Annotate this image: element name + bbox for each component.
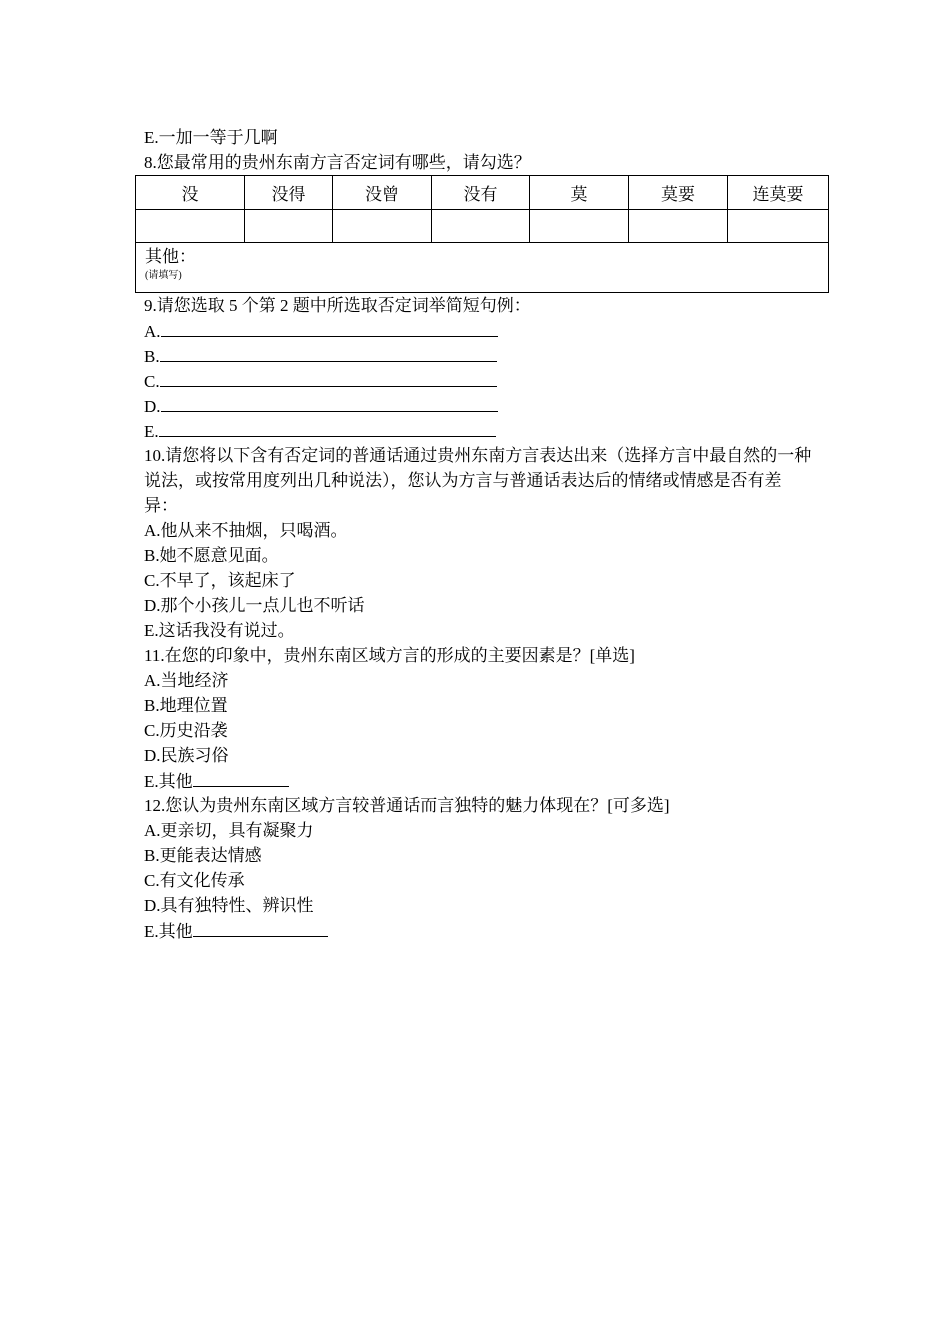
q8-col-header: 连莫要 xyxy=(728,176,829,210)
q10-option: E.这话我没有说过。 xyxy=(144,621,295,640)
answer-blank[interactable] xyxy=(160,368,497,387)
q11-option[interactable]: D.民族习俗 xyxy=(144,746,229,765)
q8-check-cell[interactable] xyxy=(432,210,530,243)
q8-check-cell[interactable] xyxy=(629,210,728,243)
q11-other-label: E.其他 xyxy=(144,772,193,791)
q8-title: 8.您最常用的贵州东南方言否定词有哪些，请勾选？ xyxy=(144,153,531,172)
q10-option: B.她不愿意见面。 xyxy=(144,546,279,565)
q8-other-cell[interactable] xyxy=(136,243,829,293)
q9-option-label: A. xyxy=(144,322,161,341)
q9-option-e[interactable] xyxy=(144,418,834,443)
q12-option-other[interactable] xyxy=(144,918,834,943)
q10-option: A.他从来不抽烟，只喝酒。 xyxy=(144,521,348,540)
q11-option[interactable]: C.历史沿袭 xyxy=(144,721,228,740)
q8-other-label: 其他： xyxy=(145,247,196,266)
q8-col-header: 莫要 xyxy=(629,176,728,210)
q9-option-label: C. xyxy=(144,372,160,391)
q12-option[interactable]: D.具有独特性、辨识性 xyxy=(144,896,314,915)
q8-col-header: 没曾 xyxy=(333,176,432,210)
q10-title: 10.请您将以下含有否定词的普通话通过贵州东南方言表达出来（选择方言中最自然的一种说法，或按常用度列出几种说法），您认为方言与普通话表达后的情绪或情感是否有差异： xyxy=(144,446,812,515)
questionnaire-page xyxy=(144,125,834,943)
q9-option-label: E. xyxy=(144,422,159,441)
q9-option-label: B. xyxy=(144,347,160,366)
q11-option-other[interactable] xyxy=(144,768,834,793)
q10-option: D.那个小孩儿一点儿也不听话 xyxy=(144,596,365,615)
q8-col-header: 没得 xyxy=(245,176,333,210)
q8-check-cell[interactable] xyxy=(245,210,333,243)
q8-check-cell[interactable] xyxy=(530,210,629,243)
q8-check-cell[interactable] xyxy=(333,210,432,243)
q11-title: 11.在您的印象中，贵州东南区域方言的形成的主要因素是？[单选] xyxy=(144,646,635,665)
q8-col-header: 没 xyxy=(136,176,245,210)
answer-blank[interactable] xyxy=(161,393,498,412)
q8-check-cell[interactable] xyxy=(136,210,245,243)
q10-option: C.不早了，该起床了 xyxy=(144,571,296,590)
q12-other-label: E.其他 xyxy=(144,922,193,941)
q11-option[interactable]: A.当地经济 xyxy=(144,671,229,690)
q12-title: 12.您认为贵州东南区域方言较普通话而言独特的魅力体现在？[可多选] xyxy=(144,796,670,815)
q7-option-e: E.一加一等于几啊 xyxy=(144,128,278,147)
q8-other-hint: (请填写) xyxy=(145,270,182,281)
q8-check-cell[interactable] xyxy=(728,210,829,243)
q9-option-b[interactable] xyxy=(144,343,834,368)
q9-option-label: D. xyxy=(144,397,161,416)
q9-title: 9.请您选取 5 个第 2 题中所选取否定词举简短句例： xyxy=(144,296,531,315)
answer-blank[interactable] xyxy=(160,343,497,362)
answer-blank[interactable] xyxy=(159,418,496,437)
q9-option-a[interactable] xyxy=(144,318,834,343)
q9-option-c[interactable] xyxy=(144,368,834,393)
answer-blank[interactable] xyxy=(193,768,289,787)
answer-blank[interactable] xyxy=(193,918,328,937)
q9-option-d[interactable] xyxy=(144,393,834,418)
answer-blank[interactable] xyxy=(161,318,498,337)
q11-option[interactable]: B.地理位置 xyxy=(144,696,228,715)
q8-options-table xyxy=(135,175,829,293)
q8-col-header: 莫 xyxy=(530,176,629,210)
q12-option[interactable]: A.更亲切，具有凝聚力 xyxy=(144,821,314,840)
q12-option[interactable]: C.有文化传承 xyxy=(144,871,245,890)
q12-option[interactable]: B.更能表达情感 xyxy=(144,846,262,865)
q8-col-header: 没有 xyxy=(432,176,530,210)
